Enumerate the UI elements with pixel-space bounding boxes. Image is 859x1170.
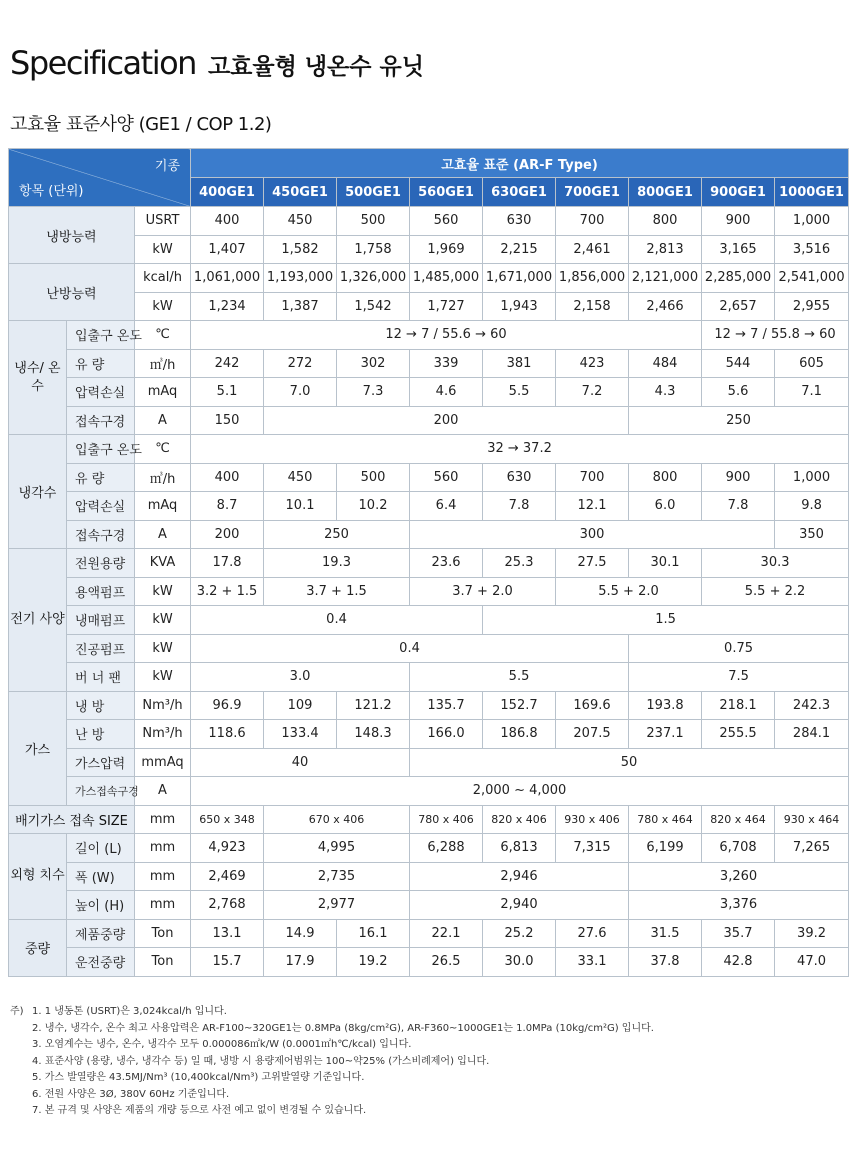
unit-cell: kW <box>135 663 191 692</box>
model-header: 800GE1 <box>629 178 702 207</box>
value-cell: 150 <box>191 406 264 435</box>
value-cell: 3,165 <box>702 235 775 264</box>
value-cell: 780 x 406 <box>410 805 483 834</box>
unit-cell: mmAq <box>135 748 191 777</box>
value-cell: 3.0 <box>191 663 410 692</box>
value-cell: 121.2 <box>337 691 410 720</box>
value-cell: 27.6 <box>556 919 629 948</box>
value-cell: 135.7 <box>410 691 483 720</box>
exhaust-label: 배기가스 접속 SIZE <box>9 805 135 834</box>
value-cell: 780 x 464 <box>629 805 702 834</box>
value-cell: 2,121,000 <box>629 264 702 293</box>
value-cell: 207.5 <box>556 720 629 749</box>
table-row <box>9 720 849 749</box>
row-label: 입출구 온도 <box>67 435 135 464</box>
value-cell: 47.0 <box>775 948 849 977</box>
value-cell: 3,376 <box>629 891 849 920</box>
value-cell: 6,708 <box>702 834 775 863</box>
unit-cell: A <box>135 406 191 435</box>
value-cell: 4,923 <box>191 834 264 863</box>
value-cell: 8.7 <box>191 492 264 521</box>
unit-cell: Nm³/h <box>135 691 191 720</box>
table-row <box>9 264 849 293</box>
value-cell: 1,326,000 <box>337 264 410 293</box>
row-label: 냉매펌프 <box>67 606 135 635</box>
footnote-item: 1. 1 냉동톤 (USRT)은 3,024kcal/h 입니다. <box>32 1006 227 1017</box>
row-label: 접속구경 <box>67 406 135 435</box>
value-cell: 5.5 + 2.0 <box>556 577 702 606</box>
value-cell: 339 <box>410 349 483 378</box>
value-cell: 200 <box>264 406 629 435</box>
row-label: 입출구 온도 <box>67 321 135 350</box>
unit-cell: KVA <box>135 549 191 578</box>
value-cell: 302 <box>337 349 410 378</box>
header-group: 고효율 표준 (AR-F Type) <box>191 149 849 178</box>
model-header: 1000GE1 <box>775 178 849 207</box>
value-cell: 2,466 <box>629 292 702 321</box>
value-cell: 2,158 <box>556 292 629 321</box>
value-cell: 820 x 464 <box>702 805 775 834</box>
value-cell: 166.0 <box>410 720 483 749</box>
value-cell: 7.0 <box>264 378 337 407</box>
value-cell: 30.0 <box>483 948 556 977</box>
value-cell: 500 <box>337 463 410 492</box>
value-cell: 3,516 <box>775 235 849 264</box>
row-label: 유 량 <box>67 463 135 492</box>
value-cell: 193.8 <box>629 691 702 720</box>
value-cell: 6,288 <box>410 834 483 863</box>
value-cell: 7.3 <box>337 378 410 407</box>
unit-cell: mm <box>135 805 191 834</box>
value-cell: 700 <box>556 463 629 492</box>
value-cell: 450 <box>264 207 337 236</box>
model-header: 450GE1 <box>264 178 337 207</box>
model-header: 630GE1 <box>483 178 556 207</box>
value-cell: 6.0 <box>629 492 702 521</box>
value-cell: 2,735 <box>264 862 410 891</box>
table-row <box>9 349 849 378</box>
value-cell: 7.8 <box>702 492 775 521</box>
value-cell: 3.7 + 2.0 <box>410 577 556 606</box>
value-cell: 2,946 <box>410 862 629 891</box>
table-row <box>9 748 849 777</box>
unit-cell: mAq <box>135 492 191 521</box>
value-cell: 1,969 <box>410 235 483 264</box>
value-cell: 1,727 <box>410 292 483 321</box>
value-cell: 1,193,000 <box>264 264 337 293</box>
footnote-item: 6. 전원 사양은 3Ø, 380V 60Hz 기준입니다. <box>32 1088 230 1100</box>
value-cell: 450 <box>264 463 337 492</box>
value-cell: 1.5 <box>483 606 849 635</box>
value-cell: 30.1 <box>629 549 702 578</box>
value-cell: 400 <box>191 463 264 492</box>
value-cell: 27.5 <box>556 549 629 578</box>
value-cell: 33.1 <box>556 948 629 977</box>
row-label: 압력손실 <box>67 378 135 407</box>
value-cell: 96.9 <box>191 691 264 720</box>
value-cell: 2,768 <box>191 891 264 920</box>
value-cell: 4.3 <box>629 378 702 407</box>
value-cell: 200 <box>191 520 264 549</box>
weight-label: 중량 <box>9 919 67 976</box>
value-cell: 9.8 <box>775 492 849 521</box>
value-cell: 12 → 7 / 55.6 → 60 <box>191 321 702 350</box>
unit-cell: ㎥/h <box>135 463 191 492</box>
value-cell: 10.2 <box>337 492 410 521</box>
footnote-item: 5. 가스 발열량은 43.5MJ/Nm³ (10,400kcal/Nm³) 고위발열량 기준입니다. <box>32 1072 365 1083</box>
table-row <box>9 235 849 264</box>
table-row <box>9 634 849 663</box>
unit-cell: kW <box>135 292 191 321</box>
value-cell: 17.9 <box>264 948 337 977</box>
row-label: 길이 (L) <box>67 834 135 863</box>
chilled-water-label: 냉수/ 온수 <box>9 321 67 435</box>
value-cell: 500 <box>337 207 410 236</box>
unit-cell: A <box>135 520 191 549</box>
value-cell: 560 <box>410 463 483 492</box>
value-cell: 19.3 <box>264 549 410 578</box>
unit-cell: ℃ <box>135 435 191 464</box>
value-cell: 1,407 <box>191 235 264 264</box>
unit-cell: Ton <box>135 919 191 948</box>
value-cell: 800 <box>629 463 702 492</box>
value-cell: 1,061,000 <box>191 264 264 293</box>
row-label: 폭 (W) <box>67 862 135 891</box>
unit-cell: kW <box>135 235 191 264</box>
value-cell: 3.2 + 1.5 <box>191 577 264 606</box>
value-cell: 242 <box>191 349 264 378</box>
page-title <box>10 44 424 88</box>
title-english: Specification <box>10 44 196 82</box>
row-label: 압력손실 <box>67 492 135 521</box>
table-row <box>9 406 849 435</box>
value-cell: 1,582 <box>264 235 337 264</box>
unit-cell: mm <box>135 862 191 891</box>
value-cell: 5.5 + 2.2 <box>702 577 849 606</box>
value-cell: 272 <box>264 349 337 378</box>
row-label: 진공펌프 <box>67 634 135 663</box>
value-cell: 26.5 <box>410 948 483 977</box>
value-cell: 630 <box>483 207 556 236</box>
value-cell: 3.7 + 1.5 <box>264 577 410 606</box>
row-label: 가스압력 <box>67 748 135 777</box>
header-model-label: 기종 <box>154 159 181 174</box>
value-cell: 700 <box>556 207 629 236</box>
value-cell: 40 <box>191 748 410 777</box>
value-cell: 1,542 <box>337 292 410 321</box>
value-cell: 25.3 <box>483 549 556 578</box>
value-cell: 7.8 <box>483 492 556 521</box>
value-cell: 5.5 <box>410 663 629 692</box>
footnote-item: 7. 본 규격 및 사양은 제품의 개량 등으로 사전 예고 없이 변경될 수 있습니다. <box>32 1105 367 1116</box>
table-row <box>9 691 849 720</box>
value-cell: 6.4 <box>410 492 483 521</box>
table-row <box>9 891 849 920</box>
value-cell: 930 x 406 <box>556 805 629 834</box>
table-row <box>9 378 849 407</box>
footnote-item: 4. 표준사양 (용량, 냉수, 냉각수 등) 일 때, 냉방 시 용량제어범위는 100~약25% (가스비례제어) 입니다. <box>32 1055 490 1067</box>
value-cell: 37.8 <box>629 948 702 977</box>
unit-cell: kW <box>135 577 191 606</box>
value-cell: 250 <box>629 406 849 435</box>
value-cell: 25.2 <box>483 919 556 948</box>
gas-label: 가스 <box>9 691 67 805</box>
value-cell: 39.2 <box>775 919 849 948</box>
value-cell: 2,940 <box>410 891 629 920</box>
value-cell: 50 <box>410 748 849 777</box>
value-cell: 32 → 37.2 <box>191 435 849 464</box>
value-cell: 605 <box>775 349 849 378</box>
value-cell: 670 x 406 <box>264 805 410 834</box>
cooling-capacity-label: 냉방능력 <box>9 207 135 264</box>
footnote-item: 2. 냉수, 냉각수, 온수 최고 사용압력은 AR-F100~320GE1는 0.8MPa (8kg/cm²G), AR-F360~1000GE1는 1.0MPa (10kg/cm²G) 입니다. <box>32 1022 654 1034</box>
value-cell: 2,657 <box>702 292 775 321</box>
value-cell: 820 x 406 <box>483 805 556 834</box>
value-cell: 650 x 348 <box>191 805 264 834</box>
value-cell: 1,943 <box>483 292 556 321</box>
value-cell: 544 <box>702 349 775 378</box>
value-cell: 12 → 7 / 55.8 → 60 <box>702 321 849 350</box>
row-label: 가스접속구경 <box>67 777 135 806</box>
value-cell: 17.8 <box>191 549 264 578</box>
value-cell: 148.3 <box>337 720 410 749</box>
value-cell: 1,387 <box>264 292 337 321</box>
electrical-label: 전기 사양 <box>9 549 67 692</box>
value-cell: 169.6 <box>556 691 629 720</box>
unit-cell: mm <box>135 834 191 863</box>
unit-cell: Nm³/h <box>135 720 191 749</box>
table-row <box>9 862 849 891</box>
value-cell: 800 <box>629 207 702 236</box>
value-cell: 2,977 <box>264 891 410 920</box>
value-cell: 16.1 <box>337 919 410 948</box>
model-header: 560GE1 <box>410 178 483 207</box>
value-cell: 12.1 <box>556 492 629 521</box>
value-cell: 2,285,000 <box>702 264 775 293</box>
table-row <box>9 292 849 321</box>
table-row <box>9 207 849 236</box>
header-item-label: 항목 (단위) <box>19 184 84 199</box>
unit-cell: kW <box>135 606 191 635</box>
value-cell: 218.1 <box>702 691 775 720</box>
value-cell: 2,461 <box>556 235 629 264</box>
unit-cell: mm <box>135 891 191 920</box>
model-header: 400GE1 <box>191 178 264 207</box>
table-row <box>9 577 849 606</box>
value-cell: 186.8 <box>483 720 556 749</box>
model-header: 500GE1 <box>337 178 410 207</box>
model-header: 700GE1 <box>556 178 629 207</box>
value-cell: 630 <box>483 463 556 492</box>
unit-cell: Ton <box>135 948 191 977</box>
value-cell: 1,000 <box>775 207 849 236</box>
header-corner <box>9 149 191 207</box>
value-cell: 2,813 <box>629 235 702 264</box>
value-cell: 284.1 <box>775 720 849 749</box>
value-cell: 1,000 <box>775 463 849 492</box>
unit-cell: ℃ <box>135 321 191 350</box>
row-label: 높이 (H) <box>67 891 135 920</box>
value-cell: 7.5 <box>629 663 849 692</box>
footnote-item: 3. 오염계수는 냉수, 온수, 냉각수 모두 0.000086㎡k/W (0.0001㎡h℃/kcal) 입니다. <box>32 1039 412 1050</box>
row-label: 유 량 <box>67 349 135 378</box>
title-korean: 고효율형 냉온수 유닛 <box>207 54 424 80</box>
value-cell: 22.1 <box>410 919 483 948</box>
value-cell: 242.3 <box>775 691 849 720</box>
value-cell: 133.4 <box>264 720 337 749</box>
value-cell: 10.1 <box>264 492 337 521</box>
value-cell: 23.6 <box>410 549 483 578</box>
value-cell: 2,541,000 <box>775 264 849 293</box>
value-cell: 3,260 <box>629 862 849 891</box>
value-cell: 423 <box>556 349 629 378</box>
value-cell: 1,671,000 <box>483 264 556 293</box>
table-row <box>9 492 849 521</box>
value-cell: 381 <box>483 349 556 378</box>
header-row-1 <box>9 149 849 178</box>
footnotes <box>10 1004 654 1120</box>
table-row <box>9 321 849 350</box>
value-cell: 31.5 <box>629 919 702 948</box>
unit-cell: kW <box>135 634 191 663</box>
value-cell: 1,234 <box>191 292 264 321</box>
model-header: 900GE1 <box>702 178 775 207</box>
value-cell: 7.1 <box>775 378 849 407</box>
value-cell: 2,215 <box>483 235 556 264</box>
value-cell: 30.3 <box>702 549 849 578</box>
value-cell: 2,000 ~ 4,000 <box>191 777 849 806</box>
value-cell: 237.1 <box>629 720 702 749</box>
value-cell: 4.6 <box>410 378 483 407</box>
value-cell: 300 <box>410 520 775 549</box>
value-cell: 1,485,000 <box>410 264 483 293</box>
table-row <box>9 948 849 977</box>
value-cell: 250 <box>264 520 410 549</box>
value-cell: 42.8 <box>702 948 775 977</box>
value-cell: 255.5 <box>702 720 775 749</box>
value-cell: 0.4 <box>191 606 483 635</box>
value-cell: 560 <box>410 207 483 236</box>
value-cell: 109 <box>264 691 337 720</box>
value-cell: 35.7 <box>702 919 775 948</box>
table-row <box>9 777 849 806</box>
value-cell: 1,856,000 <box>556 264 629 293</box>
row-label: 운전중량 <box>67 948 135 977</box>
value-cell: 152.7 <box>483 691 556 720</box>
row-label: 제품중량 <box>67 919 135 948</box>
value-cell: 19.2 <box>337 948 410 977</box>
unit-cell: ㎥/h <box>135 349 191 378</box>
value-cell: 900 <box>702 463 775 492</box>
value-cell: 6,199 <box>629 834 702 863</box>
table-row <box>9 805 849 834</box>
table-row <box>9 606 849 635</box>
value-cell: 7.2 <box>556 378 629 407</box>
value-cell: 350 <box>775 520 849 549</box>
value-cell: 14.9 <box>264 919 337 948</box>
heating-capacity-label: 난방능력 <box>9 264 135 321</box>
value-cell: 7,315 <box>556 834 629 863</box>
table-row <box>9 435 849 464</box>
value-cell: 118.6 <box>191 720 264 749</box>
row-label: 난 방 <box>67 720 135 749</box>
row-label: 냉 방 <box>67 691 135 720</box>
section-subtitle: 고효율 표준사양 (GE1 / COP 1.2) <box>10 114 272 135</box>
cooling-water-label: 냉각수 <box>9 435 67 549</box>
value-cell: 484 <box>629 349 702 378</box>
value-cell: 5.5 <box>483 378 556 407</box>
value-cell: 5.1 <box>191 378 264 407</box>
value-cell: 1,758 <box>337 235 410 264</box>
table-row <box>9 520 849 549</box>
footnote-list <box>32 1004 654 1120</box>
value-cell: 4,995 <box>264 834 410 863</box>
value-cell: 930 x 464 <box>775 805 849 834</box>
value-cell: 2,469 <box>191 862 264 891</box>
value-cell: 7,265 <box>775 834 849 863</box>
unit-cell: kcal/h <box>135 264 191 293</box>
unit-cell: mAq <box>135 378 191 407</box>
table-row <box>9 463 849 492</box>
table-row <box>9 663 849 692</box>
value-cell: 0.75 <box>629 634 849 663</box>
dimensions-label: 외형 치수 <box>9 834 67 920</box>
value-cell: 15.7 <box>191 948 264 977</box>
spec-table <box>8 148 849 977</box>
value-cell: 400 <box>191 207 264 236</box>
row-label: 전원용량 <box>67 549 135 578</box>
unit-cell: A <box>135 777 191 806</box>
table-row <box>9 919 849 948</box>
value-cell: 5.6 <box>702 378 775 407</box>
footnote-lead: 주) <box>10 1006 24 1017</box>
value-cell: 0.4 <box>191 634 629 663</box>
row-label: 버 너 팬 <box>67 663 135 692</box>
value-cell: 2,955 <box>775 292 849 321</box>
value-cell: 900 <box>702 207 775 236</box>
table-row <box>9 549 849 578</box>
row-label: 접속구경 <box>67 520 135 549</box>
table-row <box>9 834 849 863</box>
unit-cell: USRT <box>135 207 191 236</box>
value-cell: 6,813 <box>483 834 556 863</box>
value-cell: 13.1 <box>191 919 264 948</box>
row-label: 용액펌프 <box>67 577 135 606</box>
